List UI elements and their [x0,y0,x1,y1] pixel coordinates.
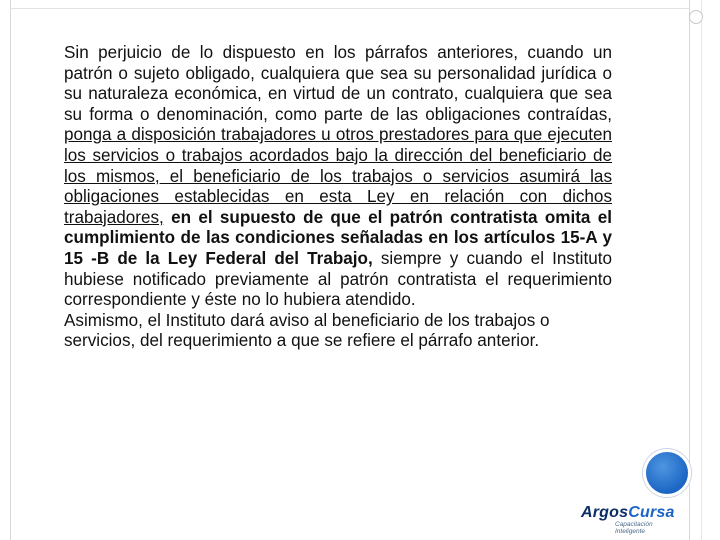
decor-small-circle-icon [689,10,703,24]
right-decor-line [701,0,702,540]
paragraph-1 [64,43,612,311]
paragraph-2: Asimismo, el Instituto dará aviso al beneficiario de los trabajos o servicios, del requerimiento a que se refiere el párrafo anterior. [64,310,550,351]
logo-tagline-line2: Inteligente [615,528,645,535]
paragraph-1-ending: siempre y cuando el Instituto hubiese notificado previamente al patrón contratista el requerimiento correspondiente y éste no lo hubiera atendido. [64,248,612,310]
paragraph-1-bold: en el supuesto de que el patrón contratista omita el cumplimiento de las condiciones señaladas en los artículos 15-A y 15 -B de la Ley Federal del Trabajo, [64,207,612,268]
logo-name-part1: Argos [581,504,629,521]
argoscursa-logo [581,504,693,536]
logo-name-part2: Cursa [628,504,675,521]
decor-blue-circle-icon [643,449,691,497]
logo-wordmark [581,504,675,522]
paragraph-1-underlined: ponga a disposición trabajadores u otros prestadores para que ejecuten los servicios o trabajos acordados bajo la dirección del beneficiario de los mismos, el beneficiario de los trabajos o servicios asumirá las obligaciones establecidas en esta Ley en relación con dichos trabajadores, [64,125,612,227]
slide-text [64,43,612,352]
logo-tagline-line1: Capacitación [615,521,653,528]
logo-tagline [615,521,653,535]
frame-top-line [10,8,690,9]
paragraph-1-intro: Sin perjuicio de lo dispuesto en los párrafos anteriores, cuando un patrón o sujeto obligado, cualquiera que sea su personalidad jurídica o su naturaleza económica, en virtud de un contrato, cualquiera que sea su forma o denominación, como parte de las obligaciones contraídas, [64,43,612,124]
